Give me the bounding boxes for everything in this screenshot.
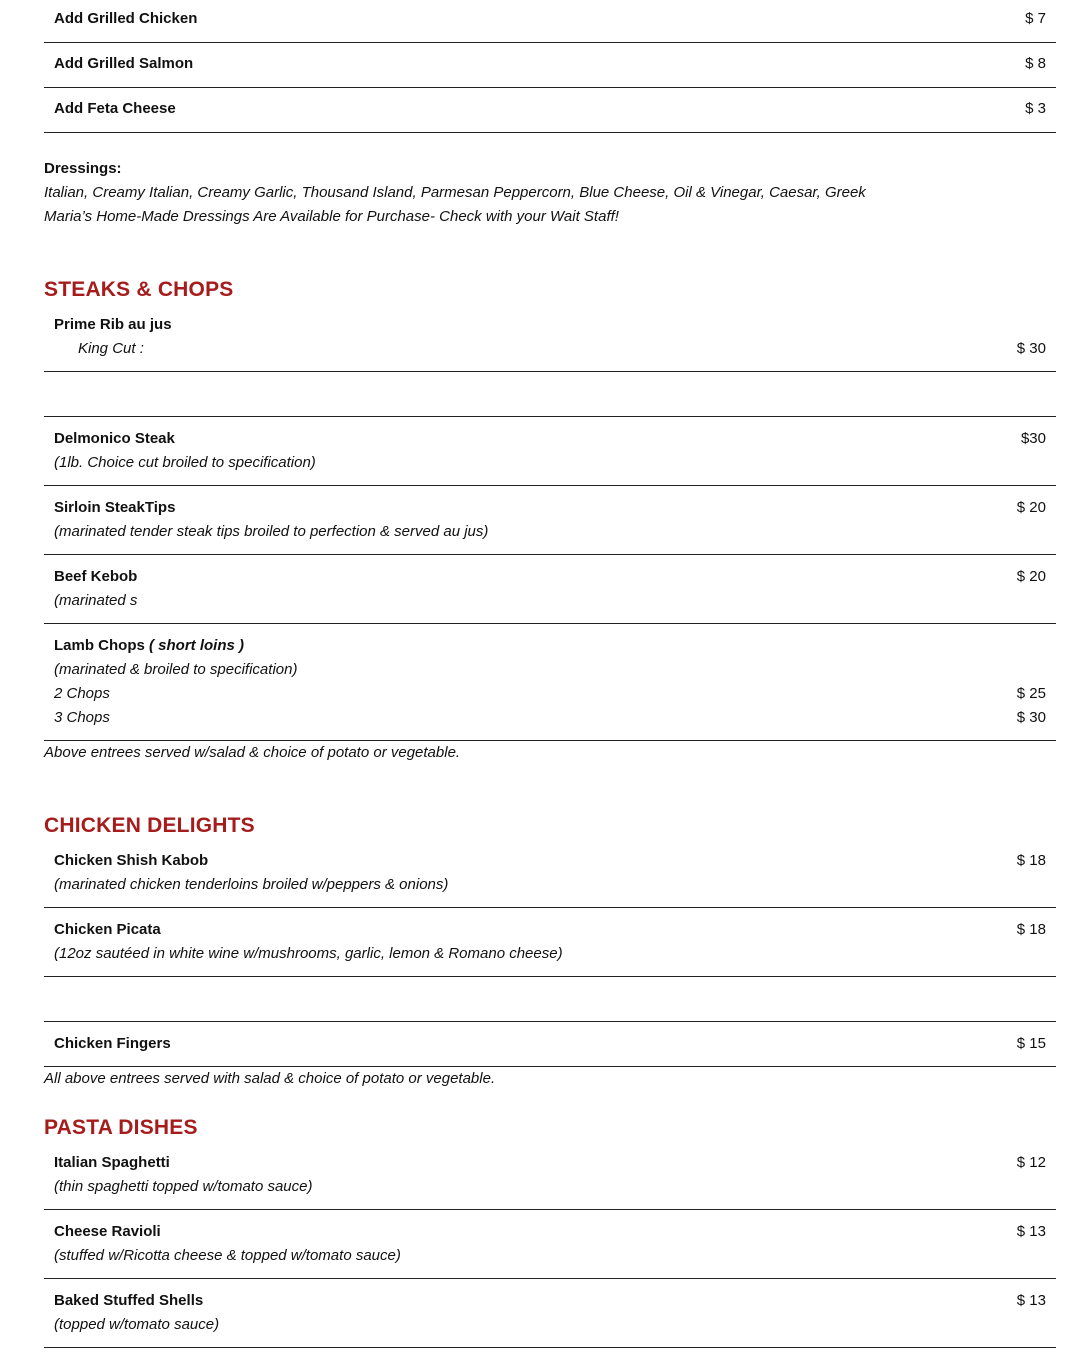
section-note: Above entrees served w/salad & choice of potato or vegetable. xyxy=(44,744,461,761)
item-name: Beef Kebob xyxy=(54,568,138,585)
item-option-price: $ 25 xyxy=(1016,685,1046,702)
item-price: $ 7 xyxy=(1025,10,1046,27)
item-name: Chicken Picata xyxy=(54,921,161,938)
item-description: (12oz sautéed in white wine w/mushrooms, garlic, lemon & Romano cheese) xyxy=(54,945,563,962)
item-price: $30 xyxy=(1020,430,1046,447)
menu-item-prime-rib xyxy=(44,306,1056,372)
item-price: $ 13 xyxy=(1016,1292,1046,1309)
blank-row xyxy=(44,976,1056,1022)
item-option: 3 Chops xyxy=(54,709,110,726)
item-name: Delmonico Steak xyxy=(54,430,175,447)
blank-row xyxy=(44,371,1056,417)
item-price: $ 20 xyxy=(1016,568,1046,585)
dressings-list: Italian, Creamy Italian, Creamy Garlic, Thousand Island, Parmesan Peppercorn, Blue Cheese, Oil & Vinegar, Caesar, Greek xyxy=(44,184,866,201)
item-name: Prime Rib au jus xyxy=(54,316,172,333)
menu-item-beef-kebob xyxy=(44,555,1056,624)
menu-item-lamb-chops xyxy=(44,624,1056,741)
menu-item-chicken-shish-kabob xyxy=(44,842,1056,908)
item-description: (marinated & broiled to specification) xyxy=(54,661,298,678)
item-description: (marinated tender steak tips broiled to perfection & served au jus) xyxy=(54,523,489,540)
item-price: $ 8 xyxy=(1025,55,1046,72)
item-description: (topped w/tomato sauce) xyxy=(54,1316,220,1333)
item-name: Chicken Fingers xyxy=(54,1035,171,1052)
menu-item-delmonico xyxy=(44,417,1056,486)
item-name: Cheese Ravioli xyxy=(54,1223,161,1240)
item-price: $ 13 xyxy=(1016,1223,1046,1240)
item-price: $ 20 xyxy=(1016,499,1046,516)
item-description: (marinated chicken tenderloins broiled w/peppers & onions) xyxy=(54,876,449,893)
menu-item-add-feta-cheese xyxy=(44,88,1056,133)
item-price: $ 30 xyxy=(1016,340,1046,357)
item-name: Add Feta Cheese xyxy=(54,100,176,117)
item-price: $ 18 xyxy=(1016,921,1046,938)
section-heading-pasta: PASTA DISHES xyxy=(44,1116,198,1139)
item-option: 2 Chops xyxy=(54,685,110,702)
item-name-main: Lamb Chops xyxy=(54,637,145,654)
dressings-note: Maria’s Home-Made Dressings Are Available for Purchase- Check with your Wait Staff! xyxy=(44,208,619,225)
item-price: $ 15 xyxy=(1016,1035,1046,1052)
item-name: Add Grilled Chicken xyxy=(54,10,198,27)
menu-item-baked-stuffed-shells xyxy=(44,1279,1056,1348)
section-heading-chicken: CHICKEN DELIGHTS xyxy=(44,814,255,837)
item-description: (1lb. Choice cut broiled to specification) xyxy=(54,454,316,471)
menu-item-cheese-ravioli xyxy=(44,1210,1056,1279)
item-name xyxy=(54,637,244,654)
item-price: $ 18 xyxy=(1016,852,1046,869)
item-option-price: $ 30 xyxy=(1016,709,1046,726)
menu-item-italian-spaghetti xyxy=(44,1144,1056,1210)
section-heading-steaks: STEAKS & CHOPS xyxy=(44,278,234,301)
item-price: $ 3 xyxy=(1025,100,1046,117)
item-option: King Cut : xyxy=(78,340,144,357)
menu-item-add-grilled-chicken xyxy=(44,0,1056,43)
section-note: All above entrees served with salad & choice of potato or vegetable. xyxy=(44,1070,496,1087)
item-description: (marinated s xyxy=(54,592,138,609)
item-name: Baked Stuffed Shells xyxy=(54,1292,204,1309)
menu-item-add-grilled-salmon xyxy=(44,43,1056,88)
dressings-label: Dressings: xyxy=(44,160,122,177)
menu-item-chicken-fingers xyxy=(44,1022,1056,1067)
item-price: $ 12 xyxy=(1016,1154,1046,1171)
item-description: (stuffed w/Ricotta cheese & topped w/tomato sauce) xyxy=(54,1247,401,1264)
menu-item-sirloin xyxy=(44,486,1056,555)
item-description: (thin spaghetti topped w/tomato sauce) xyxy=(54,1178,313,1195)
item-name: Chicken Shish Kabob xyxy=(54,852,209,869)
item-name: Sirloin SteakTips xyxy=(54,499,176,516)
menu-item-chicken-picata xyxy=(44,908,1056,977)
item-name: Add Grilled Salmon xyxy=(54,55,194,72)
item-name-suffix: ( short loins ) xyxy=(149,637,245,654)
item-name: Italian Spaghetti xyxy=(54,1154,170,1171)
